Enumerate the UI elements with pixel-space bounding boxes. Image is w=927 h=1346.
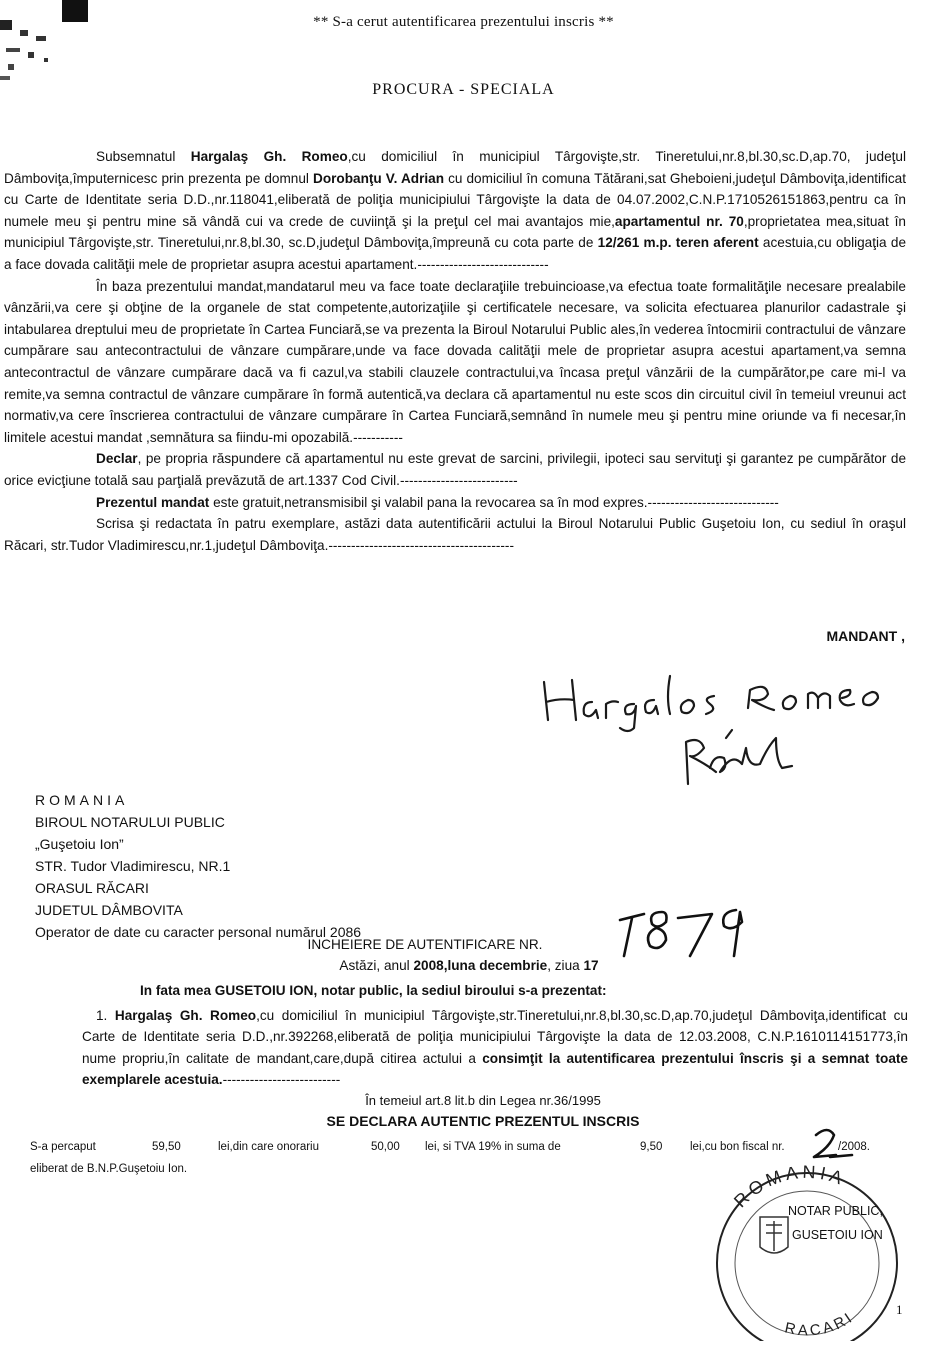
- fee-vat-label: lei, si TVA 19% in suma de: [425, 1141, 561, 1153]
- legal-basis: În temeiul art.8 lit.b din Legea nr.36/1995: [365, 1093, 601, 1108]
- paragraph-declaration: [4, 448, 906, 491]
- text-run: Scrisa şi redactata în patru exemplare, astăzi data autentificării actului la Biroul Notarului Public Guşetoiu Ion, cu sediul în oraşul Răcari, str.Tudor Vladimirescu,nr.1,judeţul Dâmboviţa.-----------------------------------------: [4, 516, 906, 553]
- receipt-number-handwritten: [808, 1125, 858, 1161]
- emphasis-run: Hargalaş Gh. Romeo: [190, 149, 348, 164]
- emphasis-run: Hargalaş Gh. Romeo: [114, 1008, 257, 1023]
- date-day-label: , ziua: [547, 958, 584, 973]
- notary-seal: [692, 1163, 922, 1341]
- appearing-person-text: [82, 1005, 908, 1091]
- seal-line-2: GUSETOIU ION: [792, 1228, 883, 1242]
- date-year: 2008: [413, 958, 444, 973]
- authentication-request-note: ** S-a cerut autentificarea prezentului inscris **: [313, 14, 614, 30]
- emphasis-run: apartamentul nr. 70: [614, 213, 744, 229]
- office-line-3: STR. Tudor Vladimirescu, NR.1: [35, 858, 231, 874]
- date-day: 17: [583, 958, 599, 973]
- date-prefix: Astăzi, anul: [339, 958, 414, 973]
- fee-collected-label: S-a percaput: [30, 1141, 96, 1153]
- text-run: ,cu domiciliul în municipiul Târgovişte,str.Tineretului,nr.8,bl.30,sc.D,ap.70,judeţul Dâmboviţa,identificat cu Carte de Identitate seria D.D.,nr.392268,eliberată de poliţia municipiului Târgovişte la data de 12.03.2008, C.N.P.1610114151773,în nume propriu,în calitate de mandant,care,după citirea actului a: [82, 1008, 908, 1066]
- office-line-4: ORASUL RĂCARI: [35, 880, 149, 896]
- authenticity-declaration: SE DECLARA AUTENTIC PREZENTUL INSCRIS: [326, 1113, 640, 1129]
- text-run: este gratuit,netransmisibil şi valabil pana la revocarea sa în mod expres.-----------------------------: [209, 494, 779, 510]
- paragraph-gratuity: [4, 492, 906, 514]
- registration-number-handwritten: [616, 900, 766, 960]
- text-run: --------------------------: [222, 1072, 341, 1088]
- corner-scan-mark: [0, 0, 88, 86]
- office-line-2: „Guşetoiu Ion”: [35, 836, 124, 852]
- emphasis-run: consimţit la autentificarea prezentului înscris şi a semnat toate exemplarele acestuia.: [82, 1050, 908, 1088]
- fee-notary: 50,00: [371, 1141, 400, 1153]
- seal-line-1: NOTAR PUBLIC,: [788, 1204, 883, 1218]
- emphasis-run: Dorobanţu V. Adrian: [313, 170, 444, 186]
- fee-vat: 9,50: [640, 1141, 663, 1153]
- page-number: 1: [896, 1302, 903, 1317]
- text-run: acestuia,cu obligaţia de a face dovada calităţii mele de proprietar asupra acestui apartament.-----------------------------: [4, 235, 906, 272]
- text-run: ,proprietatea mea,situat în municipiul Târgovişte,str. Tineretului,nr.8,bl.30, sc.D,judeţul Dâmboviţa,împreună cu cota parte de: [4, 213, 906, 251]
- document-title: PROCURA - SPECIALA: [372, 81, 555, 98]
- fee-of-which-label: lei,din care onorariu: [218, 1141, 320, 1153]
- seal-top-text: ROMANIA: [729, 1163, 849, 1212]
- presence-statement: In fata mea GUSETOIU ION, notar public, la sediul biroului s-a prezentat:: [140, 983, 607, 998]
- paragraph-powers: [4, 276, 906, 449]
- conclusion-heading-text: INCHEIERE DE AUTENTIFICARE NR.: [307, 937, 543, 952]
- office-line-6: Operator de date cu caracter personal numărul 2086: [35, 924, 362, 940]
- notary-office-header: [35, 789, 361, 943]
- seal-coat-of-arms-icon: [760, 1217, 788, 1253]
- office-country: ROMANIA: [35, 792, 129, 808]
- mandant-label: MANDANT ,: [826, 628, 905, 644]
- appearing-person: [82, 1005, 908, 1091]
- office-line-5: JUDETUL DÂMBOVITA: [35, 902, 183, 918]
- paragraph-redaction: [4, 513, 906, 556]
- text-run: cu domiciliul în comuna Tătărani,sat Gheboieni,judeţul Dâmboviţa,identificat cu Carte de Identitate seria D.D.,nr.118041,eliberată de poliţia municipiului Târgovişte la data de 04.07.2002,C.N.P.1710526151863,pentru ca în numele meu şi pentru mine să vândă cui va crede de cuviinţă şi la preţul cel mai avantajos mie,: [4, 170, 906, 229]
- office-line-1: BIROUL NOTARULUI PUBLIC: [35, 814, 225, 830]
- paragraph-parties: [4, 146, 906, 276]
- mandate-body: [4, 146, 906, 556]
- fee-total: 59,50: [152, 1141, 181, 1153]
- date-month: ,luna decembrie: [443, 958, 548, 973]
- text-run: Subsemnatul: [96, 149, 191, 164]
- seal-bottom-text: RACARI: [783, 1308, 858, 1340]
- fee-issued-by: eliberat de B.N.P.Guşetoiu Ion.: [30, 1163, 188, 1175]
- text-run: , pe propria răspundere că apartamentul nu este grevat de sarcini, privilegii, ipoteci sau servituţi şi garantez pe cumpărător de orice evicţiune totală sau parţială prevăzută de art.1337 Cod Civil.--------------------------: [4, 451, 906, 488]
- mandant-signature: [520, 668, 920, 808]
- text-run: ,cu domiciliul în municipiul Târgovişte,str. Tineretului,nr.8,bl.30,sc.D,ap.70, judeţul Dâmboviţa,împuternicesc prin prezenta pe domnul: [4, 149, 906, 186]
- fee-receipt-year: /2008.: [838, 1141, 870, 1153]
- text-run: 1.: [96, 1008, 115, 1023]
- conclusion-date: [16, 958, 922, 973]
- emphasis-run: Prezentul mandat: [96, 494, 210, 510]
- emphasis-run: 12/261 m.p. teren aferent: [597, 235, 759, 251]
- text-run: În baza prezentului mandat,mandatarul meu va face toate declaraţiile trebuincioase,va efectua toate formalităţile necesare prealabile vânzării,va cere şi obţine de la organele de stat competente,autorizaţiile şi certificatele necesare, va solicita efectuarea planurilor cadastrale şi intabularea dreptului meu de proprietate în Cartea Funciară,se va prezenta la Biroul Notarului Public ales,în vederea întocmirii contractului de vânzare cumpărare sau antecontractului de vânzare cumpărare,unde va face dovada calităţii mele de proprietar asupra acestui apartament,va semna antecontractul de vânzare cumpărare dacă va fi cazul,va stabili clauzele contractului,va încasa preţul vânzării de la cumpărător,pe care mi-l va remite,va semna contractul de vânzare cumpărare în formă autentică,va declara că apartamentul nu este scos din circuitul civil în temeiul vreunui act normativ,va cere înscrierea contractului de vânzare cumpărare în Cartea Funciară,semnând în numele meu şi pentru mine oriunde va fi necesar,în limitele acestui mandat ,semnătura sa fiindu-mi opozabilă.-----------: [4, 278, 906, 445]
- svg-text:RACARI: [783, 1308, 857, 1339]
- emphasis-run: Declar: [96, 451, 138, 467]
- fee-receipt-label: lei,cu bon fiscal nr.: [690, 1141, 785, 1153]
